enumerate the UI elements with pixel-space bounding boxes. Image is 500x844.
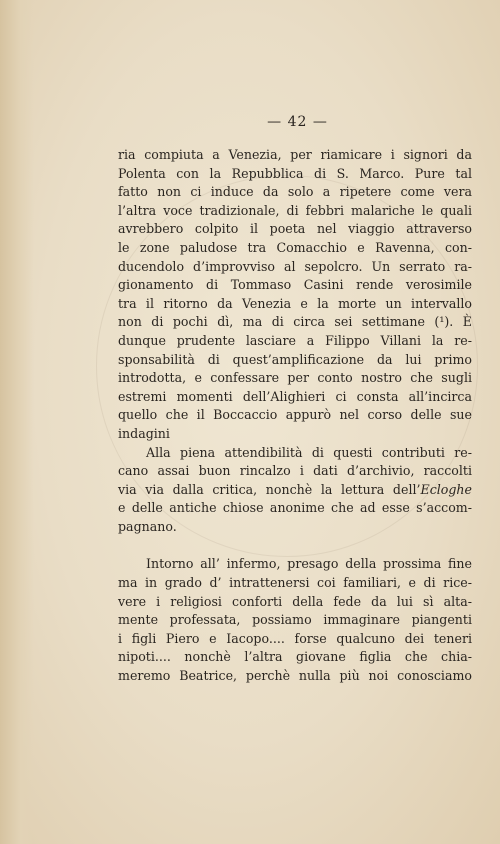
text-line: pagnano. (118, 518, 177, 534)
text-line: tra il ritorno da Venezia e la morte un intervallo (118, 295, 472, 311)
text-line: non di pochi dì, ma di circa sei settimane (¹). È (118, 314, 472, 330)
text-line: gionamento di Tommaso Casini rende verosimile (118, 277, 472, 293)
text-line: meremo Beatrice, perchè nulla più noi conosciamo (118, 668, 472, 684)
text-line: i figli Piero e Iacopo.... forse qualcuno dei teneri (118, 630, 472, 646)
text-line: introdotta, e confessare per conto nostro che sugli (118, 370, 472, 386)
text-line: avrebbero colpito il poeta nel viaggio attraverso (118, 221, 472, 237)
text-line: ria compiuta a Venezia, per riamicare i signori da (118, 147, 472, 162)
text-line: l’altra voce tradizionale, di febbri malariche le quali (118, 202, 472, 218)
text-line: mente professata, possiamo immaginare piangenti (118, 612, 472, 628)
text-line: ducendolo d’improvviso al sepolcro. Un serrato ra- (118, 258, 472, 274)
text-line: Alla piena attendibilità di questi contributi re- (146, 444, 472, 460)
body-text (118, 146, 472, 686)
italic-title: Ecloghe (420, 481, 472, 497)
text-line: nipoti.... nonchè l’altra giovane figlia che chia- (118, 649, 472, 665)
text-line: e delle antiche chiose anonime che ad esse s’accom- (118, 500, 472, 516)
text-line: estremi momenti dell’Alighieri ci consta all’incirca (118, 388, 472, 404)
text-line (118, 481, 472, 500)
text-fragment: via via dalla critica, nonchè la lettura dell’ (118, 481, 421, 497)
text-line: le zone paludose tra Comacchio e Ravenna, con- (118, 239, 472, 255)
text-line: Polenta con la Repubblica di S. Marco. Pure tal (118, 165, 472, 181)
text-line: sponsabilità di quest’amplificazione da lui primo (118, 351, 472, 367)
text-line: fatto non ci induce da solo a ripetere come vera (118, 184, 472, 200)
text-line: quello che il Boccaccio appurò nel corso delle sue (118, 407, 472, 423)
text-line: ma in grado d’ intrattenersi coi familiari, e di rice- (118, 575, 472, 591)
paragraph-gap (118, 536, 472, 555)
text-line: Intorno all’ infermo, presago della prossima fine (146, 556, 472, 572)
page-number: — 42 — (267, 114, 328, 130)
text-line: dunque prudente lasciare a Filippo Villani la re- (118, 332, 472, 348)
text-line: vere i religiosi conforti della fede da lui sì alta- (118, 593, 472, 609)
text-line: cano assai buon rincalzo i dati d’archivio, raccolti (118, 463, 472, 479)
text-line: indagini (118, 425, 170, 441)
